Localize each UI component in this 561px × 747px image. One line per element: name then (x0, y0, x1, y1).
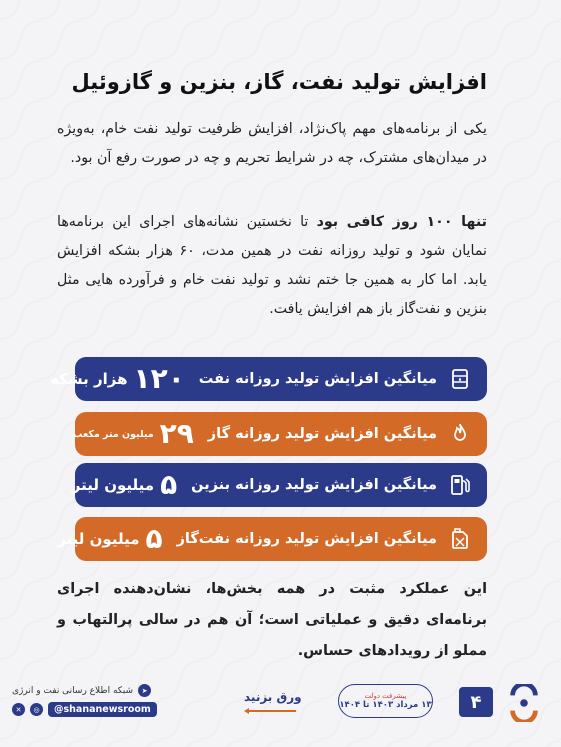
stat-label: میانگین افزایش تولید روزانه نفت (198, 371, 437, 387)
stat-label: میانگین افزایش تولید روزانه نفت‌گاز (176, 531, 437, 547)
arrow-left-icon (244, 708, 296, 714)
fuel-pump-icon (447, 472, 473, 498)
stat-label: میانگین افزایش تولید روزانه بنزین (191, 477, 437, 493)
swipe-hint: ورق بزنید (244, 690, 302, 704)
network-name: شبکه اطلاع رسانی نفت و انرژی (12, 685, 133, 696)
details-text: تا نخستین نشانه‌های اجرای این برنامه‌ها نمایان شود و تولید روزانه نفت در همین مدت، ۶۰ هزار بشکه افزایش یابد. اما کار به همین جا ختم نشد و تولید نفت خام و فرآورده هایی مثل بنزین و نفت‌گاز باز هم افزایش یافت. (57, 214, 487, 317)
stat-label: میانگین افزایش تولید روزانه گاز (207, 426, 437, 442)
shana-logo-icon (505, 684, 543, 722)
x-icon[interactable]: ✕ (12, 703, 25, 716)
social-handles (12, 702, 157, 717)
campaign-stamp (338, 684, 433, 718)
oil-barrel-icon (447, 366, 473, 392)
stat-value: ۵ (145, 522, 163, 555)
stat-unit: میلیون متر مکعب (72, 428, 154, 440)
instagram-icon[interactable]: ◎ (30, 703, 43, 716)
stat-diesel (57, 517, 487, 561)
flame-icon (447, 421, 473, 447)
stat-unit: میلیون لیتر (71, 476, 155, 494)
stamp-main-text: ۱۳ مرداد ۱۴۰۳ تا ۱۴۰۴ (339, 700, 432, 710)
stat-unit: هزار بشکه (50, 370, 128, 388)
intro-paragraph: یکی از برنامه‌های مهم پاک‌نژاد، افزایش ظرفیت تولید نفت خام، به‌ویژه در میدان‌های مشترک، چه در شرایط تحریم و چه در صورت رفع آن بود. (57, 121, 487, 166)
stat-gas (72, 412, 487, 456)
stat-value: ۵ (160, 468, 178, 501)
jerrycan-icon (447, 526, 473, 552)
page-title: افزایش تولید نفت، گاز، بنزین و گازوئیل (71, 70, 487, 94)
stat-value: ۲۹ (159, 417, 194, 450)
stat-oil (50, 357, 487, 401)
stat-unit: میلیون لیتر (57, 530, 140, 548)
stamp-top-text: پیشرفت دولت (364, 692, 407, 700)
social-handle[interactable]: @shananewsroom (48, 702, 157, 717)
stat-gasoline (71, 463, 487, 507)
telegram-icon[interactable]: ➤ (138, 684, 151, 697)
page-number: ۴ (459, 687, 493, 717)
closing-paragraph: این عملکرد مثبت در همه بخش‌ها، نشان‌دهنده اجرای برنامه‌ای دقیق و عملیاتی است؛ آن هم در سالی پرالتهاب و مملو از رویدادهای حساس. (57, 581, 487, 659)
stat-value: ۱۲۰ (133, 362, 185, 395)
highlight-text: تنها ۱۰۰ روز کافی بود (316, 214, 487, 230)
social-network (12, 684, 151, 697)
details-paragraph (57, 208, 487, 324)
footer (0, 676, 561, 726)
